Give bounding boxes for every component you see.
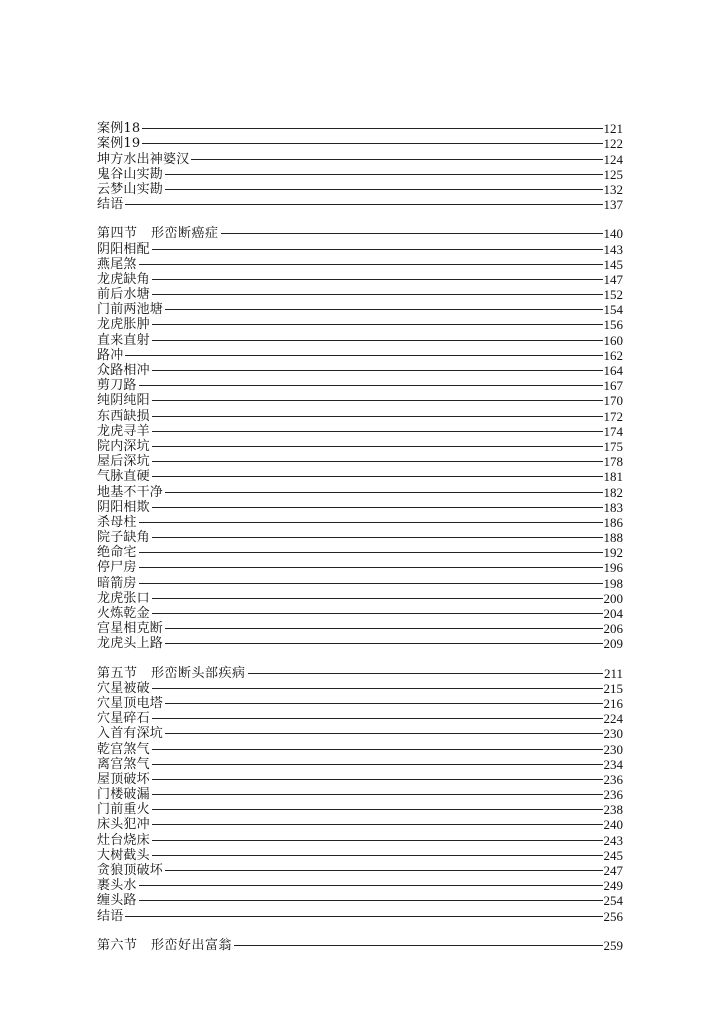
dotted-leader xyxy=(165,870,602,871)
toc-entry[interactable] xyxy=(97,408,623,423)
toc-entry[interactable] xyxy=(97,469,623,484)
toc-entry[interactable] xyxy=(97,197,623,212)
toc-entry-title: 坤方水出神婆汉 xyxy=(97,151,190,167)
toc-entry[interactable] xyxy=(97,908,623,923)
toc-entry[interactable] xyxy=(97,515,623,530)
dotted-leader xyxy=(152,764,603,765)
dotted-leader xyxy=(152,749,603,750)
toc-entry-title: 离宫煞气 xyxy=(97,756,150,772)
toc-page-number: 181 xyxy=(603,469,623,485)
toc-entry[interactable] xyxy=(97,893,623,908)
toc-entry[interactable] xyxy=(97,257,623,272)
toc-entry[interactable] xyxy=(97,711,623,726)
toc-page-number: 188 xyxy=(603,530,623,546)
toc-page-number: 186 xyxy=(603,514,623,530)
dotted-leader xyxy=(152,446,603,447)
toc-entry[interactable] xyxy=(97,424,623,439)
dotted-leader xyxy=(165,703,602,704)
toc-page-number: 167 xyxy=(603,378,623,394)
toc-entry[interactable] xyxy=(97,757,623,772)
toc-entry-title: 燕尾煞 xyxy=(97,256,137,272)
toc-entry-title: 院内深坑 xyxy=(97,438,150,454)
toc-entry-title: 杀母柱 xyxy=(97,514,137,530)
toc-entry-title: 屋后深坑 xyxy=(97,454,150,470)
dotted-leader xyxy=(165,628,602,629)
toc-entry[interactable] xyxy=(97,591,623,606)
toc-page-number: 256 xyxy=(603,908,623,924)
toc-entry[interactable] xyxy=(97,817,623,832)
toc-page-number: 164 xyxy=(603,363,623,378)
dotted-leader xyxy=(152,537,603,538)
toc-entry[interactable] xyxy=(97,182,623,197)
toc-entry-title: 门楼破漏 xyxy=(97,787,150,803)
toc-page-number: 204 xyxy=(603,606,623,621)
toc-entry-title: 门前重火 xyxy=(97,802,150,818)
dotted-leader xyxy=(248,673,603,674)
toc-entry-title: 裹头水 xyxy=(97,878,137,894)
dotted-leader xyxy=(152,779,603,780)
toc-page-number: 145 xyxy=(603,256,623,272)
dotted-leader xyxy=(125,204,602,205)
toc-page-number: 132 xyxy=(603,181,623,197)
dotted-leader xyxy=(165,492,602,493)
toc-section xyxy=(97,938,623,953)
toc-page-number: 254 xyxy=(603,893,623,909)
toc-entry[interactable] xyxy=(97,241,623,256)
toc-entry-title: 床头犯冲 xyxy=(97,817,150,833)
dotted-leader xyxy=(152,507,603,508)
toc-entry-title: 众路相冲 xyxy=(97,363,150,378)
toc-page-number: 249 xyxy=(603,878,623,894)
table-of-contents xyxy=(97,121,623,953)
toc-entry-title: 气脉直硬 xyxy=(97,469,150,485)
toc-entry-title: 案例19 xyxy=(97,136,141,152)
dotted-leader xyxy=(152,370,603,371)
toc-page-number: 259 xyxy=(603,937,623,953)
toc-section xyxy=(97,665,623,923)
toc-entry-title: 穴星顶电塔 xyxy=(97,695,164,711)
toc-page-number: 211 xyxy=(603,665,623,681)
toc-page-number: 198 xyxy=(603,575,623,591)
dotted-leader xyxy=(142,128,602,129)
toc-page-number: 183 xyxy=(603,499,623,515)
dotted-leader xyxy=(152,688,603,689)
toc-page-number: 140 xyxy=(603,226,623,242)
toc-entry-title: 龙虎缺角 xyxy=(97,271,150,287)
dotted-leader xyxy=(139,552,603,553)
dotted-leader xyxy=(152,249,603,250)
toc-entry[interactable] xyxy=(97,363,623,378)
toc-entry-title: 门前两池塘 xyxy=(97,302,164,318)
toc-entry[interactable] xyxy=(97,530,623,545)
dotted-leader xyxy=(152,476,603,477)
toc-page-number: 121 xyxy=(603,121,623,137)
toc-entry-title: 龙虎张口 xyxy=(97,590,150,606)
toc-page-number: 152 xyxy=(603,287,623,303)
dotted-leader xyxy=(152,809,603,810)
toc-page-number: 200 xyxy=(603,590,623,606)
toc-entry-title: 阴阳相欺 xyxy=(97,499,150,515)
toc-page-number: 230 xyxy=(603,726,623,742)
toc-entry-title: 贪狼顶破坏 xyxy=(97,863,164,878)
toc-entry[interactable] xyxy=(97,439,623,454)
toc-entry[interactable] xyxy=(97,802,623,817)
toc-section-heading[interactable] xyxy=(97,938,623,953)
toc-page-number: 154 xyxy=(603,302,623,318)
toc-entry-title: 剪刀路 xyxy=(97,378,137,394)
toc-entry-title: 直来直射 xyxy=(97,332,150,348)
toc-page-number: 196 xyxy=(603,560,623,576)
toc-entry-title: 龙虎胀肿 xyxy=(97,317,150,333)
toc-entry-title: 龙虎寻羊 xyxy=(97,423,150,439)
toc-entry-title: 暗箭房 xyxy=(97,575,137,591)
toc-entry[interactable] xyxy=(97,151,623,166)
dotted-leader xyxy=(139,522,603,523)
dotted-leader xyxy=(139,385,603,386)
toc-page-number: 240 xyxy=(603,817,623,833)
toc-page-number: 162 xyxy=(603,347,623,363)
toc-page-number: 178 xyxy=(603,454,623,470)
toc-entry-title: 鬼谷山实勘 xyxy=(97,166,164,182)
toc-page-number: 215 xyxy=(603,680,623,696)
dotted-leader xyxy=(139,583,603,584)
toc-entry[interactable] xyxy=(97,272,623,287)
toc-page-number: 238 xyxy=(603,802,623,818)
toc-entry-title: 云梦山实勘 xyxy=(97,181,164,197)
dotted-leader xyxy=(125,355,602,356)
toc-entry-title: 第五节 形峦断头部疾病 xyxy=(97,665,246,681)
toc-entry-title: 结语 xyxy=(97,908,124,924)
dotted-leader xyxy=(139,264,603,265)
toc-entry-title: 前后水塘 xyxy=(97,287,150,303)
dotted-leader xyxy=(152,461,603,462)
dotted-leader xyxy=(152,794,603,795)
toc-section-heading[interactable] xyxy=(97,226,623,241)
toc-page-number: 209 xyxy=(603,636,623,652)
dotted-leader xyxy=(165,643,602,644)
toc-entry-title: 阴阳相配 xyxy=(97,241,150,257)
dotted-leader xyxy=(152,324,603,325)
dotted-leader xyxy=(152,279,603,280)
toc-entry-title: 地基不干净 xyxy=(97,484,164,500)
toc-entry-title: 第四节 形峦断癌症 xyxy=(97,226,219,242)
toc-page-number: 147 xyxy=(603,271,623,287)
toc-page-number: 175 xyxy=(603,438,623,454)
toc-page-number: 206 xyxy=(603,621,623,637)
toc-page-number: 236 xyxy=(603,771,623,787)
toc-entry[interactable] xyxy=(97,772,623,787)
toc-entry[interactable] xyxy=(97,681,623,696)
toc-entry[interactable] xyxy=(97,696,623,711)
toc-entry[interactable] xyxy=(97,863,623,878)
toc-entry-title: 入首有深坑 xyxy=(97,726,164,742)
toc-page-number: 182 xyxy=(603,484,623,500)
toc-entry[interactable] xyxy=(97,848,623,863)
toc-entry-title: 第六节 形峦好出富翁 xyxy=(97,937,233,953)
toc-entry[interactable] xyxy=(97,832,623,847)
toc-entry-title: 停尸房 xyxy=(97,560,137,576)
dotted-leader xyxy=(139,900,603,901)
toc-page-number: 170 xyxy=(603,393,623,409)
toc-entry-title: 大树截头 xyxy=(97,847,150,863)
toc-page-number: 245 xyxy=(603,847,623,863)
toc-entry-title: 火炼乾金 xyxy=(97,606,150,621)
toc-page-number: 234 xyxy=(603,756,623,772)
toc-page-number: 243 xyxy=(603,832,623,848)
dotted-leader xyxy=(139,567,603,568)
toc-entry[interactable] xyxy=(97,575,623,590)
toc-page-number: 224 xyxy=(603,711,623,727)
toc-page-number: 236 xyxy=(603,787,623,803)
toc-entry[interactable] xyxy=(97,606,623,621)
dotted-leader xyxy=(165,309,602,310)
dotted-leader xyxy=(234,945,602,946)
toc-entry-title: 案例18 xyxy=(97,121,141,137)
toc-entry[interactable] xyxy=(97,302,623,317)
dotted-leader xyxy=(191,159,602,160)
toc-entry[interactable] xyxy=(97,317,623,332)
dotted-leader xyxy=(165,733,602,734)
toc-page-number: 216 xyxy=(603,695,623,711)
dotted-leader xyxy=(152,840,603,841)
dotted-leader xyxy=(221,233,603,234)
dotted-leader xyxy=(152,431,603,432)
toc-entry-title: 穴星碎石 xyxy=(97,711,150,727)
toc-section xyxy=(97,226,623,651)
dotted-leader xyxy=(152,294,603,295)
toc-entry[interactable] xyxy=(97,726,623,741)
toc-page-number: 160 xyxy=(603,332,623,348)
toc-page-number: 122 xyxy=(603,136,623,152)
toc-entry-title: 灶台烧床 xyxy=(97,832,150,848)
toc-entry[interactable] xyxy=(97,332,623,347)
dotted-leader xyxy=(139,885,603,886)
toc-entry[interactable] xyxy=(97,348,623,363)
dotted-leader xyxy=(152,400,603,401)
dotted-leader xyxy=(152,416,603,417)
toc-page-number: 125 xyxy=(603,166,623,182)
toc-entry[interactable] xyxy=(97,287,623,302)
toc-entry-title: 院子缺角 xyxy=(97,530,150,546)
dotted-leader xyxy=(152,718,603,719)
toc-section xyxy=(97,121,623,212)
toc-entry-title: 穴星被破 xyxy=(97,680,150,696)
toc-page-number: 172 xyxy=(603,408,623,424)
toc-entry-title: 纯阴纯阳 xyxy=(97,393,150,409)
toc-entry-title: 宫星相克断 xyxy=(97,621,164,637)
dotted-leader xyxy=(125,916,602,917)
dotted-leader xyxy=(152,855,603,856)
toc-entry[interactable] xyxy=(97,121,623,136)
toc-entry[interactable] xyxy=(97,136,623,151)
toc-entry[interactable] xyxy=(97,378,623,393)
toc-page-number: 156 xyxy=(603,317,623,333)
toc-entry[interactable] xyxy=(97,636,623,651)
toc-entry-title: 路冲 xyxy=(97,347,124,363)
dotted-leader xyxy=(152,613,603,614)
toc-entry[interactable] xyxy=(97,741,623,756)
dotted-leader xyxy=(142,143,602,144)
toc-entry[interactable] xyxy=(97,500,623,515)
toc-entry[interactable] xyxy=(97,484,623,499)
toc-entry[interactable] xyxy=(97,878,623,893)
toc-entry[interactable] xyxy=(97,787,623,802)
toc-entry[interactable] xyxy=(97,560,623,575)
toc-entry[interactable] xyxy=(97,167,623,182)
toc-entry-title: 结语 xyxy=(97,197,124,213)
toc-entry-title: 龙虎头上路 xyxy=(97,636,164,652)
toc-entry-title: 缠头路 xyxy=(97,893,137,909)
toc-section-heading[interactable] xyxy=(97,665,623,680)
toc-entry-title: 东西缺损 xyxy=(97,408,150,424)
toc-entry[interactable] xyxy=(97,621,623,636)
dotted-leader xyxy=(165,174,602,175)
toc-entry[interactable] xyxy=(97,393,623,408)
dotted-leader xyxy=(165,189,602,190)
toc-page-number: 174 xyxy=(603,423,623,439)
toc-entry-title: 乾宫煞气 xyxy=(97,741,150,757)
dotted-leader xyxy=(152,340,603,341)
toc-page-number: 143 xyxy=(603,241,623,257)
toc-page-number: 192 xyxy=(603,545,623,561)
toc-page-number: 247 xyxy=(603,863,623,878)
dotted-leader xyxy=(152,824,603,825)
toc-entry[interactable] xyxy=(97,545,623,560)
toc-page-number: 137 xyxy=(603,197,623,213)
toc-entry-title: 绝命宅 xyxy=(97,545,137,561)
toc-page-number: 230 xyxy=(603,741,623,757)
dotted-leader xyxy=(152,598,603,599)
toc-entry-title: 屋顶破坏 xyxy=(97,771,150,787)
toc-entry[interactable] xyxy=(97,454,623,469)
toc-page-number: 124 xyxy=(603,151,623,167)
